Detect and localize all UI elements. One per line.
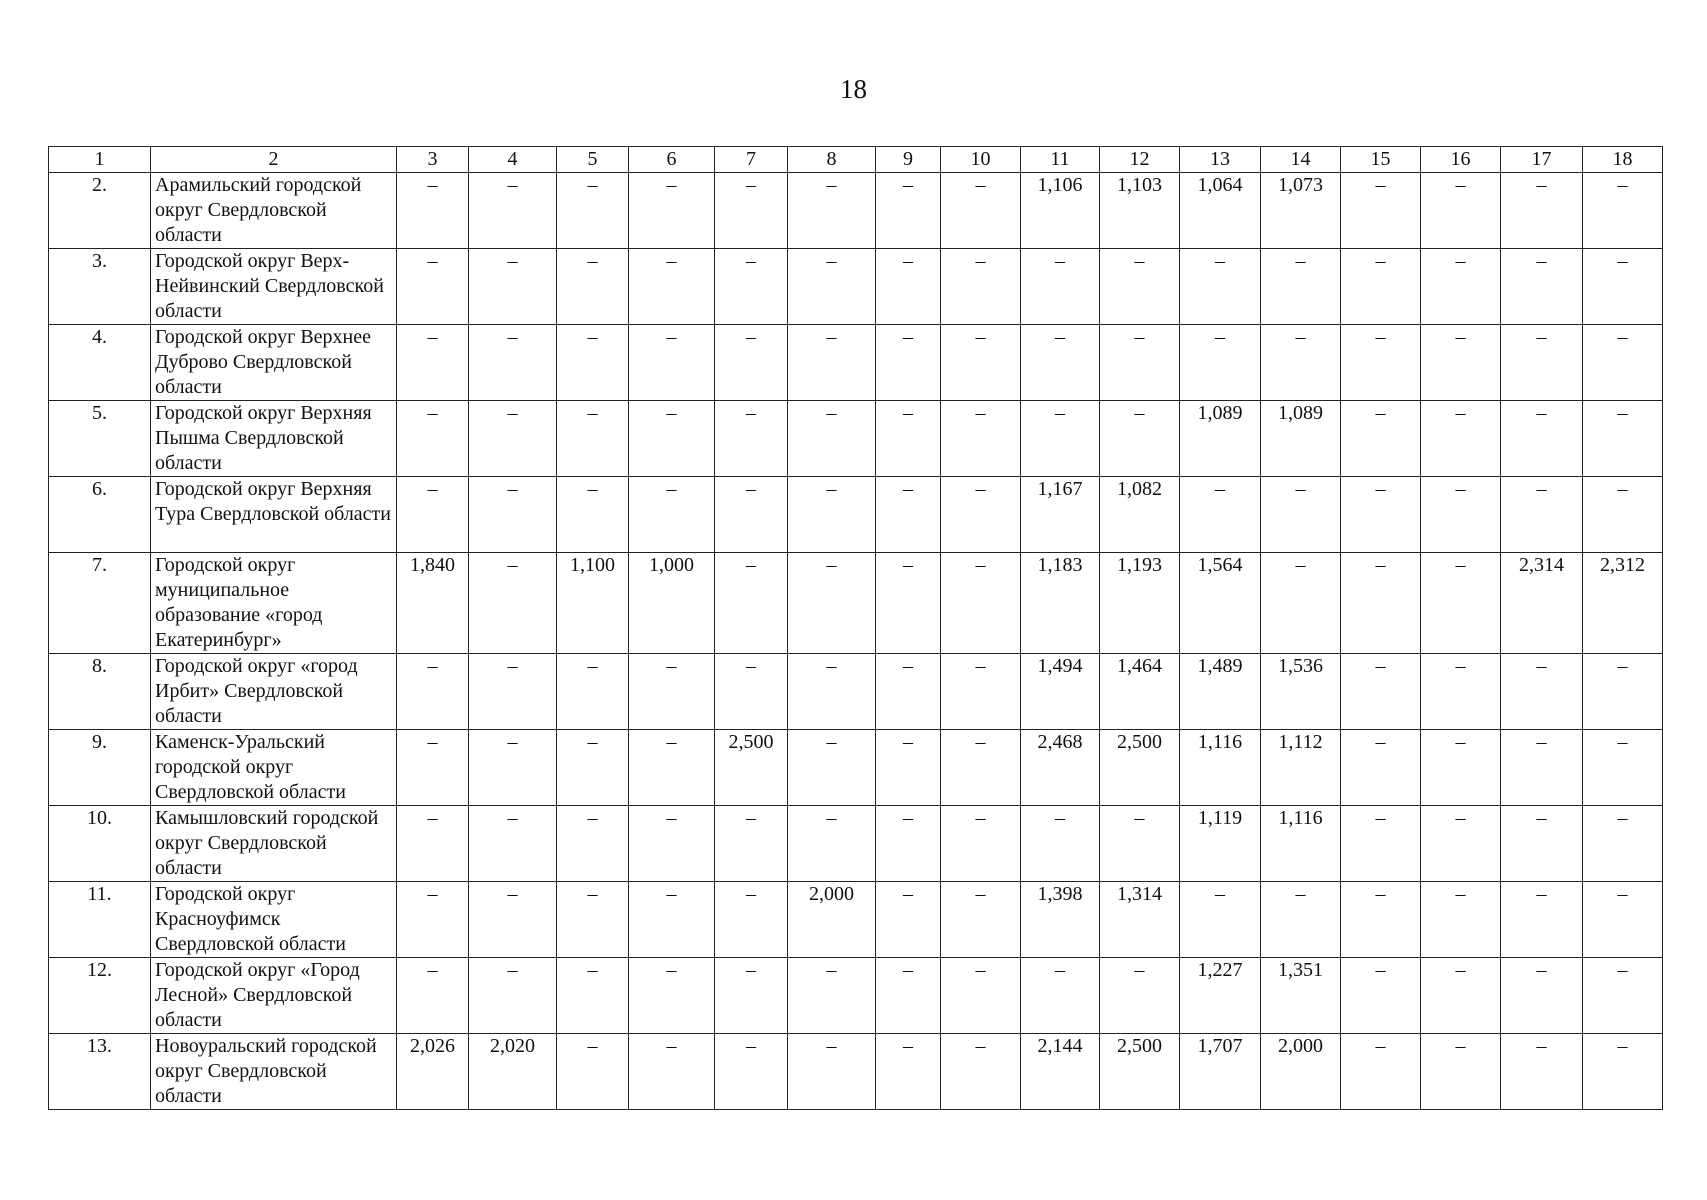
- row-number-cell: 12.: [49, 958, 151, 1034]
- value-cell: –: [629, 249, 715, 325]
- column-header: 12: [1100, 147, 1180, 173]
- value-cell: –: [1583, 882, 1663, 958]
- value-cell: –: [629, 1034, 715, 1110]
- value-cell: 1,193: [1100, 553, 1180, 654]
- value-cell: –: [941, 553, 1021, 654]
- value-cell: 1,227: [1180, 958, 1261, 1034]
- column-header: 3: [397, 147, 469, 173]
- page-number: 18: [840, 74, 867, 104]
- value-cell: –: [715, 553, 788, 654]
- row-number-cell: 4.: [49, 325, 151, 401]
- value-cell: –: [1501, 882, 1583, 958]
- value-cell: –: [469, 173, 557, 249]
- value-cell: –: [1583, 401, 1663, 477]
- value-cell: 2,144: [1021, 1034, 1100, 1110]
- column-header: 11: [1021, 147, 1100, 173]
- value-cell: –: [788, 654, 876, 730]
- value-cell: –: [1421, 882, 1501, 958]
- value-cell: 2,026: [397, 1034, 469, 1110]
- table-row: [49, 958, 1663, 1034]
- value-cell: –: [629, 806, 715, 882]
- table-row: [49, 173, 1663, 249]
- value-cell: –: [557, 1034, 629, 1110]
- value-cell: 2,500: [1100, 730, 1180, 806]
- value-cell: –: [629, 477, 715, 553]
- value-cell: –: [941, 882, 1021, 958]
- column-header: 9: [876, 147, 941, 173]
- data-table: [48, 146, 1663, 1110]
- value-cell: –: [1261, 882, 1341, 958]
- value-cell: –: [876, 477, 941, 553]
- value-cell: 1,089: [1261, 401, 1341, 477]
- value-cell: –: [1341, 1034, 1421, 1110]
- value-cell: –: [1180, 477, 1261, 553]
- value-cell: –: [1021, 958, 1100, 1034]
- value-cell: –: [469, 882, 557, 958]
- value-cell: –: [557, 806, 629, 882]
- value-cell: 1,112: [1261, 730, 1341, 806]
- value-cell: –: [715, 958, 788, 1034]
- value-cell: –: [876, 806, 941, 882]
- value-cell: –: [941, 249, 1021, 325]
- value-cell: –: [1501, 806, 1583, 882]
- value-cell: –: [1261, 325, 1341, 401]
- value-cell: –: [1100, 325, 1180, 401]
- value-cell: –: [715, 1034, 788, 1110]
- value-cell: –: [941, 401, 1021, 477]
- value-cell: –: [1341, 325, 1421, 401]
- column-header: 15: [1341, 147, 1421, 173]
- value-cell: –: [715, 654, 788, 730]
- value-cell: –: [469, 325, 557, 401]
- row-number-cell: 2.: [49, 173, 151, 249]
- value-cell: –: [1501, 1034, 1583, 1110]
- value-cell: –: [876, 325, 941, 401]
- value-cell: –: [1341, 882, 1421, 958]
- municipality-name-cell: Городской округ «Город Лесной» Свердловской области: [151, 958, 397, 1034]
- value-cell: 1,351: [1261, 958, 1341, 1034]
- value-cell: –: [397, 325, 469, 401]
- value-cell: –: [1583, 477, 1663, 553]
- row-number-cell: 9.: [49, 730, 151, 806]
- value-cell: –: [1100, 249, 1180, 325]
- value-cell: –: [788, 325, 876, 401]
- value-cell: 1,000: [629, 553, 715, 654]
- row-number-cell: 8.: [49, 654, 151, 730]
- value-cell: –: [876, 173, 941, 249]
- value-cell: –: [788, 173, 876, 249]
- value-cell: –: [876, 730, 941, 806]
- value-cell: –: [1421, 654, 1501, 730]
- value-cell: –: [715, 882, 788, 958]
- value-cell: 2,000: [1261, 1034, 1341, 1110]
- value-cell: –: [469, 249, 557, 325]
- column-header: 14: [1261, 147, 1341, 173]
- value-cell: –: [876, 1034, 941, 1110]
- value-cell: –: [1100, 401, 1180, 477]
- column-header: 7: [715, 147, 788, 173]
- value-cell: 1,840: [397, 553, 469, 654]
- value-cell: –: [1421, 173, 1501, 249]
- value-cell: –: [941, 325, 1021, 401]
- value-cell: –: [876, 958, 941, 1034]
- value-cell: –: [1501, 730, 1583, 806]
- value-cell: –: [1021, 401, 1100, 477]
- value-cell: –: [941, 730, 1021, 806]
- value-cell: –: [1583, 249, 1663, 325]
- value-cell: –: [469, 730, 557, 806]
- value-cell: 1,167: [1021, 477, 1100, 553]
- column-header: 8: [788, 147, 876, 173]
- value-cell: 2,314: [1501, 553, 1583, 654]
- column-header: 13: [1180, 147, 1261, 173]
- value-cell: 1,116: [1180, 730, 1261, 806]
- value-cell: –: [1180, 325, 1261, 401]
- value-cell: –: [1341, 806, 1421, 882]
- value-cell: 1,464: [1100, 654, 1180, 730]
- municipality-name-cell: Каменск-Уральский городской округ Свердловской области: [151, 730, 397, 806]
- value-cell: –: [1501, 401, 1583, 477]
- table-row: [49, 401, 1663, 477]
- value-cell: –: [1180, 249, 1261, 325]
- value-cell: –: [788, 553, 876, 654]
- value-cell: –: [1501, 325, 1583, 401]
- column-header: 10: [941, 147, 1021, 173]
- value-cell: –: [1341, 553, 1421, 654]
- row-number-cell: 3.: [49, 249, 151, 325]
- table-body: [49, 173, 1663, 1110]
- value-cell: –: [941, 654, 1021, 730]
- value-cell: –: [715, 173, 788, 249]
- value-cell: –: [941, 173, 1021, 249]
- value-cell: –: [1421, 477, 1501, 553]
- value-cell: –: [941, 958, 1021, 1034]
- value-cell: –: [397, 477, 469, 553]
- row-number-cell: 11.: [49, 882, 151, 958]
- value-cell: –: [1501, 477, 1583, 553]
- row-number-cell: 7.: [49, 553, 151, 654]
- value-cell: –: [1501, 654, 1583, 730]
- value-cell: –: [788, 477, 876, 553]
- table-row: [49, 553, 1663, 654]
- value-cell: –: [788, 806, 876, 882]
- value-cell: –: [557, 325, 629, 401]
- value-cell: –: [1583, 1034, 1663, 1110]
- value-cell: 2,468: [1021, 730, 1100, 806]
- municipality-name-cell: Городской округ Верхняя Тура Свердловской области: [151, 477, 397, 553]
- value-cell: –: [1501, 249, 1583, 325]
- value-cell: –: [941, 806, 1021, 882]
- value-cell: –: [1021, 249, 1100, 325]
- value-cell: –: [1341, 173, 1421, 249]
- value-cell: 1,489: [1180, 654, 1261, 730]
- municipality-name-cell: Городской округ муниципальное образование «город Екатеринбург»: [151, 553, 397, 654]
- value-cell: –: [629, 401, 715, 477]
- table-row: [49, 325, 1663, 401]
- value-cell: –: [397, 173, 469, 249]
- value-cell: –: [629, 958, 715, 1034]
- value-cell: –: [1421, 730, 1501, 806]
- table-row: [49, 654, 1663, 730]
- value-cell: –: [876, 553, 941, 654]
- municipality-name-cell: Городской округ Верхняя Пышма Свердловской области: [151, 401, 397, 477]
- value-cell: –: [1341, 958, 1421, 1034]
- value-cell: –: [788, 1034, 876, 1110]
- value-cell: –: [1100, 958, 1180, 1034]
- municipality-name-cell: Городской округ «город Ирбит» Свердловской области: [151, 654, 397, 730]
- value-cell: –: [469, 654, 557, 730]
- value-cell: –: [876, 401, 941, 477]
- value-cell: –: [1261, 553, 1341, 654]
- header-row: [49, 147, 1663, 173]
- value-cell: –: [557, 882, 629, 958]
- value-cell: –: [876, 654, 941, 730]
- value-cell: –: [1583, 730, 1663, 806]
- value-cell: –: [1261, 249, 1341, 325]
- value-cell: –: [1421, 401, 1501, 477]
- row-number-cell: 10.: [49, 806, 151, 882]
- municipality-name-cell: Камышловский городской округ Свердловской области: [151, 806, 397, 882]
- value-cell: –: [557, 173, 629, 249]
- value-cell: –: [557, 730, 629, 806]
- value-cell: 1,064: [1180, 173, 1261, 249]
- value-cell: –: [397, 401, 469, 477]
- value-cell: –: [629, 882, 715, 958]
- value-cell: –: [1021, 325, 1100, 401]
- value-cell: 1,398: [1021, 882, 1100, 958]
- value-cell: –: [1421, 1034, 1501, 1110]
- value-cell: –: [629, 730, 715, 806]
- table-row: [49, 882, 1663, 958]
- value-cell: –: [397, 654, 469, 730]
- value-cell: –: [469, 958, 557, 1034]
- column-header: 16: [1421, 147, 1501, 173]
- value-cell: –: [876, 249, 941, 325]
- table-row: [49, 249, 1663, 325]
- row-number-cell: 5.: [49, 401, 151, 477]
- value-cell: –: [557, 477, 629, 553]
- value-cell: –: [557, 401, 629, 477]
- column-header: 18: [1583, 147, 1663, 173]
- table-row: [49, 730, 1663, 806]
- value-cell: –: [629, 173, 715, 249]
- value-cell: –: [469, 477, 557, 553]
- value-cell: 1,073: [1261, 173, 1341, 249]
- value-cell: –: [1341, 730, 1421, 806]
- value-cell: –: [557, 249, 629, 325]
- value-cell: –: [1341, 401, 1421, 477]
- value-cell: –: [1421, 806, 1501, 882]
- column-header: 5: [557, 147, 629, 173]
- value-cell: –: [788, 249, 876, 325]
- table-row: [49, 806, 1663, 882]
- value-cell: 1,116: [1261, 806, 1341, 882]
- value-cell: –: [715, 806, 788, 882]
- row-number-cell: 6.: [49, 477, 151, 553]
- value-cell: 2,020: [469, 1034, 557, 1110]
- value-cell: 1,106: [1021, 173, 1100, 249]
- value-cell: –: [1421, 958, 1501, 1034]
- value-cell: 1,082: [1100, 477, 1180, 553]
- value-cell: –: [788, 730, 876, 806]
- value-cell: –: [1583, 325, 1663, 401]
- value-cell: –: [557, 958, 629, 1034]
- value-cell: –: [715, 477, 788, 553]
- column-header: 2: [151, 147, 397, 173]
- value-cell: –: [1341, 249, 1421, 325]
- value-cell: –: [397, 730, 469, 806]
- value-cell: 1,314: [1100, 882, 1180, 958]
- value-cell: –: [1501, 958, 1583, 1034]
- value-cell: –: [941, 477, 1021, 553]
- value-cell: –: [469, 806, 557, 882]
- value-cell: –: [1261, 477, 1341, 553]
- value-cell: 2,500: [715, 730, 788, 806]
- municipality-name-cell: Городской округ Верхнее Дуброво Свердловской области: [151, 325, 397, 401]
- value-cell: 1,494: [1021, 654, 1100, 730]
- value-cell: 1,089: [1180, 401, 1261, 477]
- value-cell: –: [1583, 654, 1663, 730]
- value-cell: –: [1421, 325, 1501, 401]
- table-row: [49, 1034, 1663, 1110]
- value-cell: –: [397, 806, 469, 882]
- value-cell: –: [1341, 477, 1421, 553]
- value-cell: –: [397, 882, 469, 958]
- value-cell: 2,000: [788, 882, 876, 958]
- value-cell: 2,500: [1100, 1034, 1180, 1110]
- value-cell: –: [1180, 882, 1261, 958]
- value-cell: –: [1583, 958, 1663, 1034]
- municipality-name-cell: Городской округ Красноуфимск Свердловской области: [151, 882, 397, 958]
- value-cell: –: [1501, 173, 1583, 249]
- value-cell: 2,312: [1583, 553, 1663, 654]
- value-cell: –: [1100, 806, 1180, 882]
- value-cell: –: [1021, 806, 1100, 882]
- value-cell: 1,103: [1100, 173, 1180, 249]
- value-cell: 1,100: [557, 553, 629, 654]
- value-cell: –: [629, 325, 715, 401]
- table-row: [49, 477, 1663, 553]
- value-cell: –: [876, 882, 941, 958]
- value-cell: –: [1341, 654, 1421, 730]
- value-cell: –: [629, 654, 715, 730]
- value-cell: –: [1421, 553, 1501, 654]
- value-cell: 1,707: [1180, 1034, 1261, 1110]
- value-cell: 1,564: [1180, 553, 1261, 654]
- value-cell: –: [397, 958, 469, 1034]
- value-cell: –: [1421, 249, 1501, 325]
- value-cell: –: [469, 553, 557, 654]
- value-cell: –: [715, 401, 788, 477]
- value-cell: –: [788, 958, 876, 1034]
- row-number-cell: 13.: [49, 1034, 151, 1110]
- value-cell: –: [1583, 173, 1663, 249]
- value-cell: –: [469, 401, 557, 477]
- value-cell: 1,536: [1261, 654, 1341, 730]
- column-header: 6: [629, 147, 715, 173]
- column-header: 17: [1501, 147, 1583, 173]
- municipality-name-cell: Арамильский городской округ Свердловской области: [151, 173, 397, 249]
- value-cell: –: [788, 401, 876, 477]
- column-header: 4: [469, 147, 557, 173]
- value-cell: –: [397, 249, 469, 325]
- value-cell: 1,183: [1021, 553, 1100, 654]
- municipality-name-cell: Новоуральский городской округ Свердловской области: [151, 1034, 397, 1110]
- column-header: 1: [49, 147, 151, 173]
- value-cell: –: [1583, 806, 1663, 882]
- value-cell: –: [941, 1034, 1021, 1110]
- value-cell: 1,119: [1180, 806, 1261, 882]
- value-cell: –: [557, 654, 629, 730]
- value-cell: –: [715, 249, 788, 325]
- value-cell: –: [715, 325, 788, 401]
- municipality-name-cell: Городской округ Верх-Нейвинский Свердловской области: [151, 249, 397, 325]
